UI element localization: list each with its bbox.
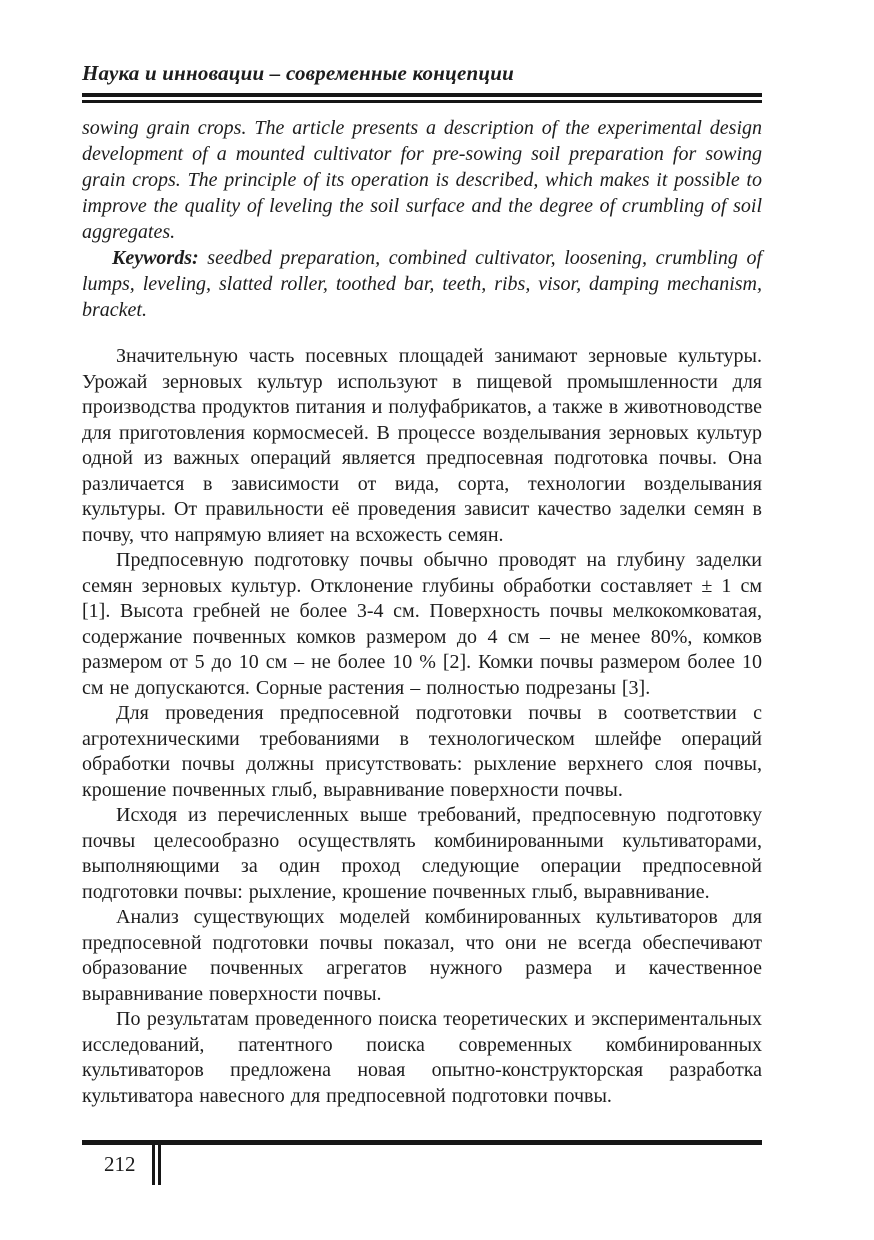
running-head-title: Наука и инновации – современные концепции	[82, 61, 515, 85]
page-header	[82, 60, 762, 103]
header-double-rule	[82, 93, 762, 103]
keywords-paragraph	[82, 245, 762, 323]
body-paragraph-3: Для проведения предпосевной подготовки почвы в соответствии с агротехническими требованиями в технологическом шлейфе операций обработки почвы должны присутствовать: рыхление верхнего слоя почвы, крошение почвенных глыб, выравнивание поверхности почвы.	[82, 702, 762, 801]
article-body	[82, 344, 762, 1109]
keywords-text: seedbed preparation, combined cultivator, loosening, crumbling of lumps, leveling, slatted roller, toothed bar, teeth, ribs, visor, damping mechanism, bracket.	[82, 247, 763, 321]
body-paragraph-5: Анализ существующих моделей комбинированных культиваторов для предпосевной подготовки почвы показал, что они не всегда обеспечивают образование почвенных агрегатов нужного размера и качественное выравнивание поверхности почвы.	[82, 906, 762, 1005]
footer-double-bar	[152, 1145, 161, 1185]
body-paragraph-4: Исходя из перечисленных выше требований, предпосевную подготовку почвы целесообразно осуществлять комбинированными культиваторами, выполняющими за один проход следующие операции предпосевной подготовки почвы: рыхление, крошение почвенных глыб, выравнивание.	[82, 804, 762, 903]
page-number: 212	[104, 1152, 136, 1176]
abstract-text: sowing grain crops. The article presents a description of the experimental design development of a mounted cultivator for pre-sowing soil preparation for sowing grain crops. The principle of its operation is described, which makes it possible to improve the quality of leveling the soil surface and the degree of crumbling of soil aggregates.	[82, 117, 762, 243]
keywords-label: Keywords:	[112, 247, 199, 269]
abstract-section	[82, 115, 762, 323]
body-paragraph-2: Предпосевную подготовку почвы обычно проводят на глубину заделки семян зерновых культур. Отклонение глубины обработки составляет ± 1 см [1]. Высота гребней не более 3-4 см. Поверхность почвы мелкокомковатая, содержание почвенных комков размером до 4 см – не менее 80%, комков размером от 5 до 10 см – не более 10 % [2]. Комки почвы размером более 10 см не допускаются. Сорные растения – полностью подрезаны [3].	[82, 549, 762, 699]
page-footer	[82, 1140, 762, 1185]
body-paragraph-6: По результатам проведенного поиска теоретических и экспериментальных исследований, патентного поиска современных комбинированных культиваторов предложена новая опытно-конструкторская разработка культиватора навесного для предпосевной подготовки почвы.	[82, 1008, 762, 1107]
footer-row	[82, 1145, 762, 1185]
body-paragraph-1: Значительную часть посевных площадей занимают зерновые культуры. Урожай зерновых культур используют в пищевой промышленности для производства продуктов питания и полуфабрикатов, а также в животноводстве для приготовления кормосмесей. В процессе возделывания зерновых культур одной из важных операций является предпосевная подготовка почвы. Она различается в зависимости от вида, сорта, технологии возделывания культуры. От правильности её проведения зависит качество заделки семян в почву, что напрямую влияет на всхожесть семян.	[82, 345, 762, 546]
